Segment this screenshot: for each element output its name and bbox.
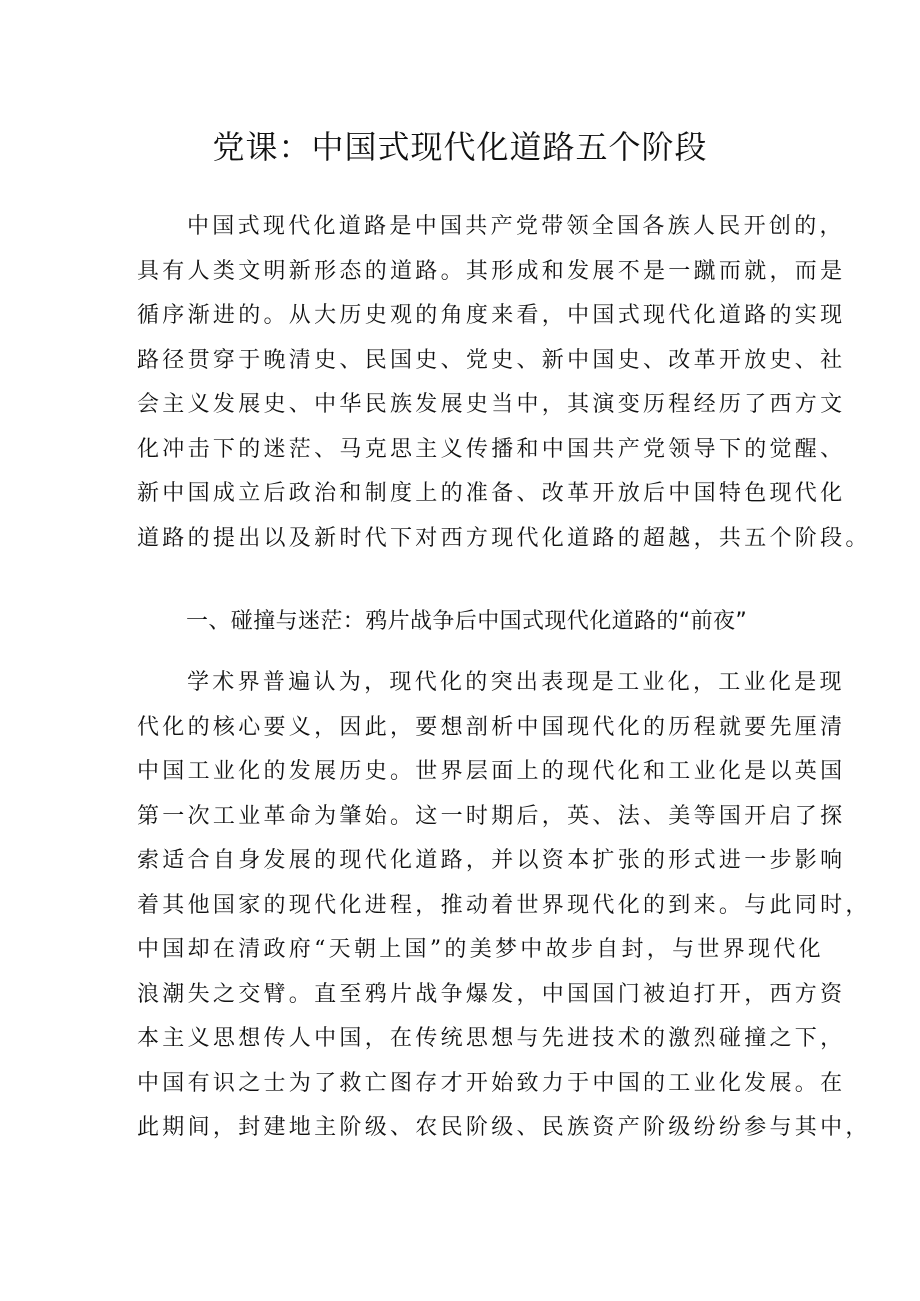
paragraph-line: 索适合自身发展的现代化道路，并以资本扩张的形式进一步影响 [137,848,846,873]
paragraph-line: 新中国成立后政治和制度上的准备、改革开放后中国特色现代化 [137,481,846,506]
paragraph-line: 浪潮失之交臂。直至鸦片战争爆发，中国国门被迫打开，西方资 [137,981,846,1007]
paragraph-line: 学术界普遍认为，现代化的突出表现是工业化，工业化是现 [187,670,845,695]
paragraph-line: 中国有识之士为了救亡图存才开始致力于中国的工业化发展。在 [137,1070,846,1096]
paragraph-line: 中国式现代化道路是中国共产党带领全国各族人民开创的， [187,214,845,239]
paragraph-line: 中国工业化的发展历史。世界层面上的现代化和工业化是以英国 [137,759,846,784]
paragraph-line: 路径贯穿于晚清史、民国史、党史、新中国史、改革开放史、社 [137,347,846,373]
intro-paragraph [137,205,871,561]
paragraph-line: 循序渐进的。从大历史观的角度来看，中国式现代化道路的实现 [137,303,846,328]
section-paragraph [137,661,871,1151]
page-title: 党课：中国式现代化道路五个阶段 [212,128,708,166]
section-heading: 一、碰撞与迷茫：鸦片战争后中国式现代化道路的“前夜” [186,609,748,634]
paragraph-line: 具有人类文明新形态的道路。其形成和发展不是一蹴而就，而是 [137,258,846,284]
paragraph-line: 着其他国家的现代化进程，推动着世界现代化的到来。与此同时， [137,892,871,918]
paragraph-line: 本主义思想传人中国，在传统思想与先进技术的激烈碰撞之下， [137,1026,846,1051]
paragraph-line: 第一次工业革命为肇始。这一时期后，英、法、美等国开启了探 [137,803,846,829]
paragraph-line: 会主义发展史、中华民族发展史当中，其演变历程经历了西方文 [137,392,846,417]
paragraph-line: 化冲击下的迷茫、马克思主义传播和中国共产党领导下的觉醒、 [137,436,846,462]
paragraph-line: 代化的核心要义，因此，要想剖析中国现代化的历程就要先厘清 [137,714,846,740]
paragraph-line: 道路的提出以及新时代下对西方现代化道路的超越，共五个阶段。 [137,525,871,551]
paragraph-line: 中国却在清政府“天朝上国”的美梦中故步自封，与世界现代化 [137,937,824,962]
paragraph-line: 此期间，封建地主阶级、农民阶级、民族资产阶级纷纷参与其中， [137,1115,871,1140]
